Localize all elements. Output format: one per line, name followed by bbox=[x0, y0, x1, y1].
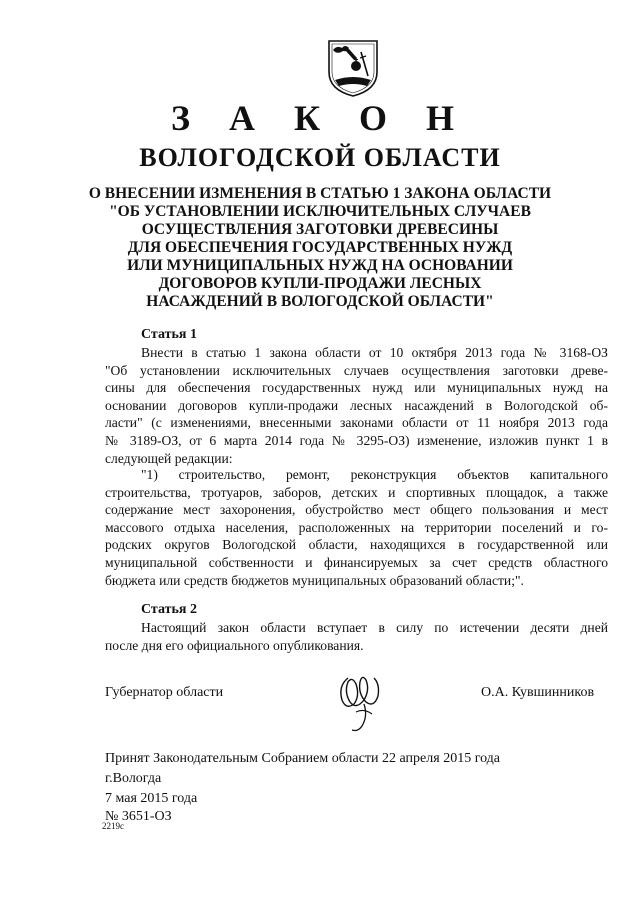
text-line: следующей редакции: bbox=[105, 450, 233, 466]
text-line: Настоящий закон области вступает в силу по истечении десяти дней bbox=[141, 620, 608, 635]
article-1-intro bbox=[105, 344, 608, 467]
subtitle-line: НАСАЖДЕНИЙ В ВОЛОГОДСКОЙ ОБЛАСТИ" bbox=[146, 293, 494, 310]
governor-name: О.А. Кувшинников bbox=[481, 685, 595, 700]
text-line: бюджета или средств бюджетов муниципальных образований области;". bbox=[105, 572, 524, 588]
law-number: № 3651-ОЗ bbox=[105, 809, 172, 824]
article-2-text bbox=[105, 619, 608, 654]
coat-of-arms-icon bbox=[327, 38, 379, 98]
subtitle-line: ДЛЯ ОБЕСПЕЧЕНИЯ ГОСУДАРСТВЕННЫХ НУЖД bbox=[127, 239, 513, 256]
subtitle-line: ОСУЩЕСТВЛЕНИЯ ЗАГОТОВКИ ДРЕВЕСИНЫ bbox=[141, 221, 499, 238]
subtitle-line: "ОБ УСТАНОВЛЕНИИ ИСКЛЮЧИТЕЛЬНЫХ СЛУЧАЕВ bbox=[109, 203, 531, 220]
text-line: "1) строительство, ремонт, реконструкция объектов капитального bbox=[141, 467, 608, 482]
subtitle-line: О ВНЕСЕНИИ ИЗМЕНЕНИЯ В СТАТЬЮ 1 ЗАКОНА ОБЛАСТИ bbox=[88, 185, 552, 202]
text-line: массового отдыха населения, расположенных на территории поселений и го- bbox=[105, 519, 608, 535]
text-line: строительства, тротуаров, заборов, детских и спортивных площадок, а также bbox=[105, 484, 608, 500]
subtitle-line: ИЛИ МУНИЦИПАЛЬНЫХ НУЖД НА ОСНОВАНИИ bbox=[127, 257, 513, 274]
date-line: 7 мая 2015 года bbox=[105, 791, 198, 806]
text-line: сины для обеспечения государственных нужд или муниципальных нужд на bbox=[105, 380, 608, 396]
article-1-heading: Статья 1 bbox=[141, 327, 197, 342]
article-2-heading: Статья 2 bbox=[141, 602, 197, 617]
text-line: после дня его официального опубликования. bbox=[105, 637, 364, 653]
law-subtitle bbox=[0, 185, 640, 311]
text-line: основании договоров купли-продажи лесных насаждений в Вологодской об- bbox=[105, 397, 608, 413]
text-line: содержание мест захоронения, обустройство мест общего пользования и мест bbox=[105, 502, 608, 518]
subtitle-line: ДОГОВОРОВ КУПЛИ-ПРОДАЖИ ЛЕСНЫХ bbox=[158, 275, 482, 292]
handwritten-signature-icon bbox=[334, 668, 384, 738]
adoption-line: Принят Законодательным Собранием области 22 апреля 2015 года bbox=[105, 751, 501, 766]
text-line: "Об установлении исключительных случаев осуществления заготовки древе- bbox=[105, 362, 608, 378]
article-1-quote bbox=[105, 466, 608, 589]
region-title: ВОЛОГОДСКОЙ ОБЛАСТИ bbox=[139, 143, 501, 172]
law-title: З А К О Н bbox=[170, 98, 470, 138]
text-line: муниципальной собственности и финансируемых за счет средств областного bbox=[105, 554, 608, 570]
document-code: 2219с bbox=[102, 821, 124, 831]
text-line: ласти" (с изменениями, внесенными законами области от 11 ноября 2013 года bbox=[105, 415, 608, 431]
text-line: № 3189-ОЗ, от 6 марта 2014 года № 3295-ОЗ) изменение, изложив пункт 1 в bbox=[105, 432, 608, 448]
governor-title: Губернатор области bbox=[105, 685, 224, 700]
city-line: г.Вологда bbox=[105, 771, 162, 786]
text-line: родских округов Вологодской области, находящихся в государственной или bbox=[105, 537, 608, 553]
text-line: Внести в статью 1 закона области от 10 октября 2013 года № 3168-ОЗ bbox=[141, 345, 608, 360]
